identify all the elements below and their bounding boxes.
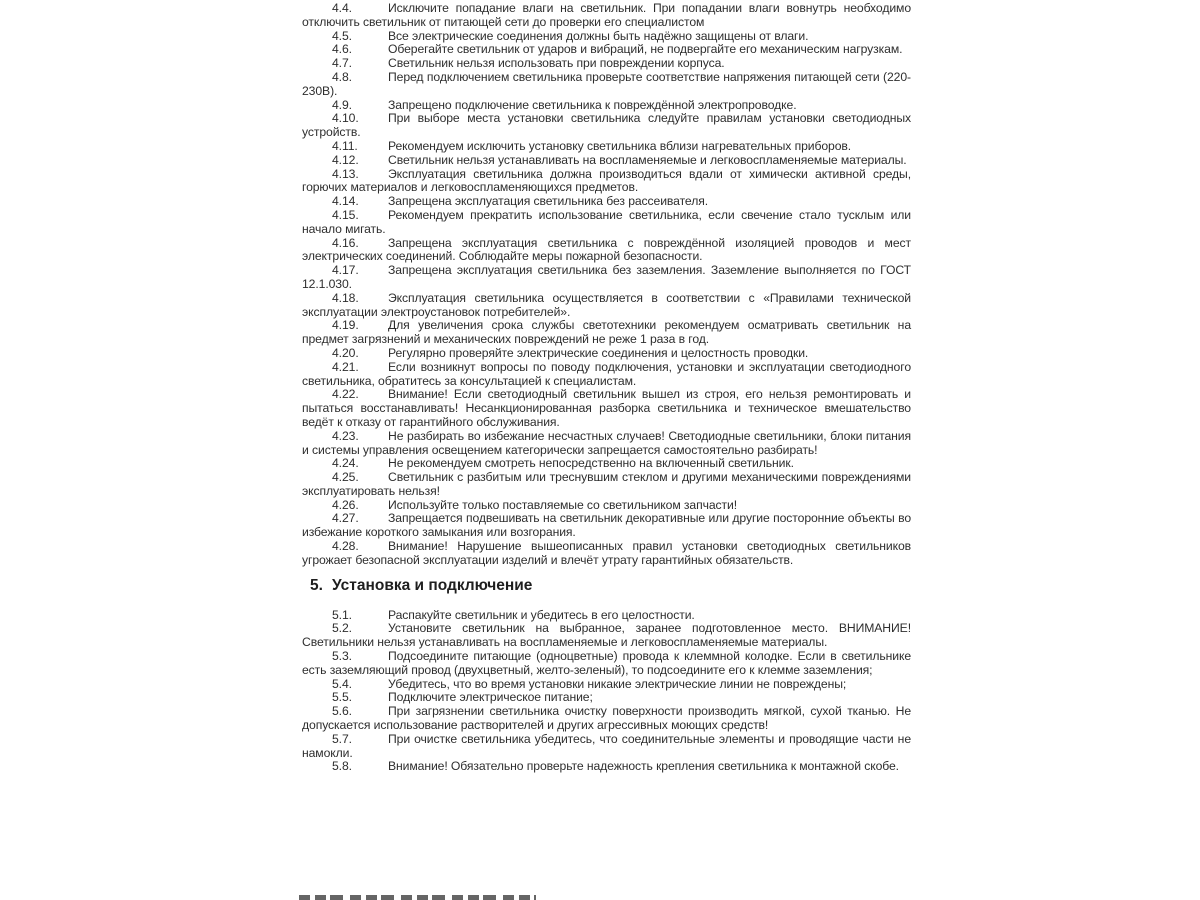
item-text: Светильник с разбитым или треснувшим стеклом и другими механическими повреждениями эксплуатировать нельзя! bbox=[302, 470, 911, 498]
instruction-item bbox=[302, 209, 911, 237]
item-text: Установите светильник на выбранное, заранее подготовленное место. ВНИМАНИЕ! Светильники нельзя устанавливать на воспламеняемые и легковоспламеняемые материалы. bbox=[302, 621, 911, 650]
item-text: Рекомендуем исключить установку светильника вблизи нагревательных приборов. bbox=[388, 138, 852, 153]
manual-text-column bbox=[302, 2, 911, 774]
instruction-item bbox=[302, 112, 911, 140]
instruction-item bbox=[302, 650, 911, 678]
item-text: Внимание! Обязательно проверьте надежность крепления светильника к монтажной скобе. bbox=[388, 759, 899, 774]
instruction-item bbox=[302, 154, 911, 168]
item-number: 5.8. bbox=[332, 759, 352, 774]
item-number: 5.2. bbox=[332, 621, 352, 636]
instruction-item bbox=[302, 237, 911, 265]
item-number: 4.19. bbox=[332, 318, 359, 333]
instruction-item bbox=[302, 512, 911, 540]
section-heading-title: Установка и подключение bbox=[332, 576, 533, 594]
item-text: Внимание! Нарушение вышеописанных правил установки светодиодных светильников угрожает безопасной эксплуатации изделий и влечёт утрату гарантийных обязательств. bbox=[302, 539, 911, 567]
instruction-item bbox=[302, 457, 911, 471]
item-text: Для увеличения срока службы светотехники рекомендуем осматривать светильник на предмет загрязнений и механических повреждений не реже 1 раза в год. bbox=[302, 318, 911, 347]
item-number: 5.4. bbox=[332, 676, 352, 691]
instruction-item bbox=[302, 319, 911, 347]
item-number: 4.17. bbox=[332, 263, 359, 278]
instruction-item bbox=[302, 347, 911, 361]
item-text: Подсоедините питающие (одноцветные) провода к клеммной колодке. Если в светильнике есть заземляющий провод (двухцветный, желто-зеленый), то подсоедините его к клемме заземления; bbox=[302, 649, 911, 677]
item-number: 4.18. bbox=[332, 290, 359, 305]
instruction-item bbox=[302, 499, 911, 513]
item-number: 4.14. bbox=[332, 194, 359, 209]
instruction-item bbox=[302, 540, 911, 568]
item-number: 4.4. bbox=[332, 1, 352, 15]
item-text: Запрещена эксплуатация светильника без заземления. Заземление выполняется по ГОСТ 12.1.030. bbox=[302, 263, 911, 291]
item-text: Если возникнут вопросы по поводу подключения, установки и эксплуатации светодиодного светильника, обратитесь за консультацией к специалистам. bbox=[302, 359, 911, 388]
item-text: Запрещена эксплуатация светильника с повреждённой изоляцией проводов и мест электрических соединений. Соблюдайте меры пожарной безопасности. bbox=[302, 235, 911, 264]
instruction-item bbox=[302, 2, 911, 30]
item-number: 4.16. bbox=[332, 235, 359, 250]
item-text: Не разбирать во избежание несчастных случаев! Светодиодные светильники, блоки питания и системы управления освещением категорически запрещается самостоятельно разбирать! bbox=[302, 428, 911, 457]
item-text: При загрязнении светильника очистку поверхности производить мягкой, сухой тканью. Не допускается использование растворителей и других агрессивных моющих средств! bbox=[302, 704, 911, 733]
instruction-item bbox=[302, 622, 911, 650]
item-number: 4.24. bbox=[332, 456, 359, 471]
item-number: 4.8. bbox=[332, 69, 352, 84]
item-number: 5.3. bbox=[332, 649, 352, 664]
item-text: Оберегайте светильник от ударов и вибраций, не подвергайте его механическим нагрузкам. bbox=[388, 42, 903, 57]
section-heading-number: 5. bbox=[310, 576, 323, 594]
item-text: Эксплуатация светильника осуществляется в соответствии с «Правилами технической эксплуатации электроустановок потребителей». bbox=[302, 290, 911, 319]
item-text: Распакуйте светильник и убедитесь в его целостности. bbox=[388, 607, 695, 622]
item-number: 4.23. bbox=[332, 428, 359, 443]
item-text: Исключите попадание влаги на светильник. При попадании влаги вовнутрь необходимо отключить светильник от питающей сети до проверки его специалистом bbox=[302, 1, 911, 29]
item-number: 4.6. bbox=[332, 42, 352, 57]
instruction-item bbox=[302, 195, 911, 209]
item-number: 4.10. bbox=[332, 111, 359, 126]
item-text: Все электрические соединения должны быть надёжно защищены от влаги. bbox=[388, 28, 809, 43]
item-number: 4.27. bbox=[332, 511, 359, 526]
item-number: 4.11. bbox=[332, 138, 358, 153]
item-text: При очистке светильника убедитесь, что соединительные элементы и проводящие части не намокли. bbox=[302, 731, 911, 760]
item-number: 4.13. bbox=[332, 166, 359, 181]
instruction-item bbox=[302, 609, 911, 623]
item-number: 5.6. bbox=[332, 704, 352, 719]
item-text: Используйте только поставляемые со светильником запчасти! bbox=[388, 497, 737, 512]
item-text: При выборе места установки светильника следуйте правилам установки светодиодных устройств. bbox=[302, 111, 911, 140]
item-text: Перед подключением светильника проверьте соответствие напряжения питающей сети (220-230В). bbox=[302, 69, 911, 98]
item-number: 4.12. bbox=[332, 152, 359, 167]
instruction-item bbox=[302, 168, 911, 196]
instruction-item bbox=[302, 691, 911, 705]
item-number: 4.15. bbox=[332, 207, 359, 222]
section-5-heading bbox=[302, 577, 911, 595]
item-number: 4.25. bbox=[332, 470, 359, 485]
instruction-item bbox=[302, 388, 911, 429]
instruction-item bbox=[302, 43, 911, 57]
item-text: Эксплуатация светильника должна производиться вдали от химически активной среды, горючих материалов и легковоспламеняющихся предметов. bbox=[302, 166, 911, 195]
instruction-item bbox=[302, 471, 911, 499]
instruction-item bbox=[302, 57, 911, 71]
item-number: 4.26. bbox=[332, 497, 359, 512]
section-5-installation bbox=[302, 609, 911, 775]
item-text: Светильник нельзя устанавливать на воспламеняемые и легковоспламеняемые материалы. bbox=[388, 152, 907, 167]
clipped-bottom-text-line bbox=[299, 895, 536, 900]
item-text: Убедитесь, что во время установки никакие электрические линии не повреждены; bbox=[388, 676, 847, 691]
instruction-item bbox=[302, 292, 911, 320]
item-text: Регулярно проверяйте электрические соединения и целостность проводки. bbox=[388, 345, 809, 360]
instruction-item bbox=[302, 140, 911, 154]
item-number: 4.28. bbox=[332, 539, 359, 554]
instruction-item bbox=[302, 264, 911, 292]
item-text: Внимание! Если светодиодный светильник вышел из строя, его нельзя ремонтировать и пытаться восстанавливать! Несанкционированная разборка светильника и техническое вмешательство ведёт к отказу от гарантийного обслуживания. bbox=[302, 387, 911, 429]
instruction-item bbox=[302, 733, 911, 761]
item-text: Запрещается подвешивать на светильник декоративные или другие посторонние объекты во избежание короткого замыкания или возгорания. bbox=[302, 511, 911, 540]
item-text: Запрещена эксплуатация светильника без рассеивателя. bbox=[388, 194, 708, 209]
instruction-item bbox=[302, 678, 911, 692]
section-4-safety-rules bbox=[302, 2, 911, 568]
item-text: Запрещено подключение светильника к повреждённой электропроводке. bbox=[388, 97, 797, 112]
item-number: 4.22. bbox=[332, 387, 359, 402]
instruction-item bbox=[302, 99, 911, 113]
instruction-item bbox=[302, 361, 911, 389]
item-number: 4.5. bbox=[332, 28, 352, 43]
item-text: Светильник нельзя использовать при повреждении корпуса. bbox=[388, 56, 725, 71]
instruction-item bbox=[302, 30, 911, 44]
instruction-item bbox=[302, 705, 911, 733]
instruction-item bbox=[302, 71, 911, 99]
item-text: Подключите электрическое питание; bbox=[388, 690, 593, 705]
item-number: 5.5. bbox=[332, 690, 352, 705]
item-number: 4.21. bbox=[332, 359, 359, 374]
item-number: 4.20. bbox=[332, 345, 359, 360]
instruction-item bbox=[302, 760, 911, 774]
item-text: Рекомендуем прекратить использование светильника, если свечение стало тусклым или начало мигать. bbox=[302, 207, 911, 236]
item-number: 4.9. bbox=[332, 97, 352, 112]
item-number: 5.7. bbox=[332, 731, 352, 746]
instruction-item bbox=[302, 430, 911, 458]
item-number: 5.1. bbox=[332, 607, 352, 622]
item-text: Не рекомендуем смотреть непосредственно на включенный светильник. bbox=[388, 456, 794, 471]
item-number: 4.7. bbox=[332, 56, 352, 71]
